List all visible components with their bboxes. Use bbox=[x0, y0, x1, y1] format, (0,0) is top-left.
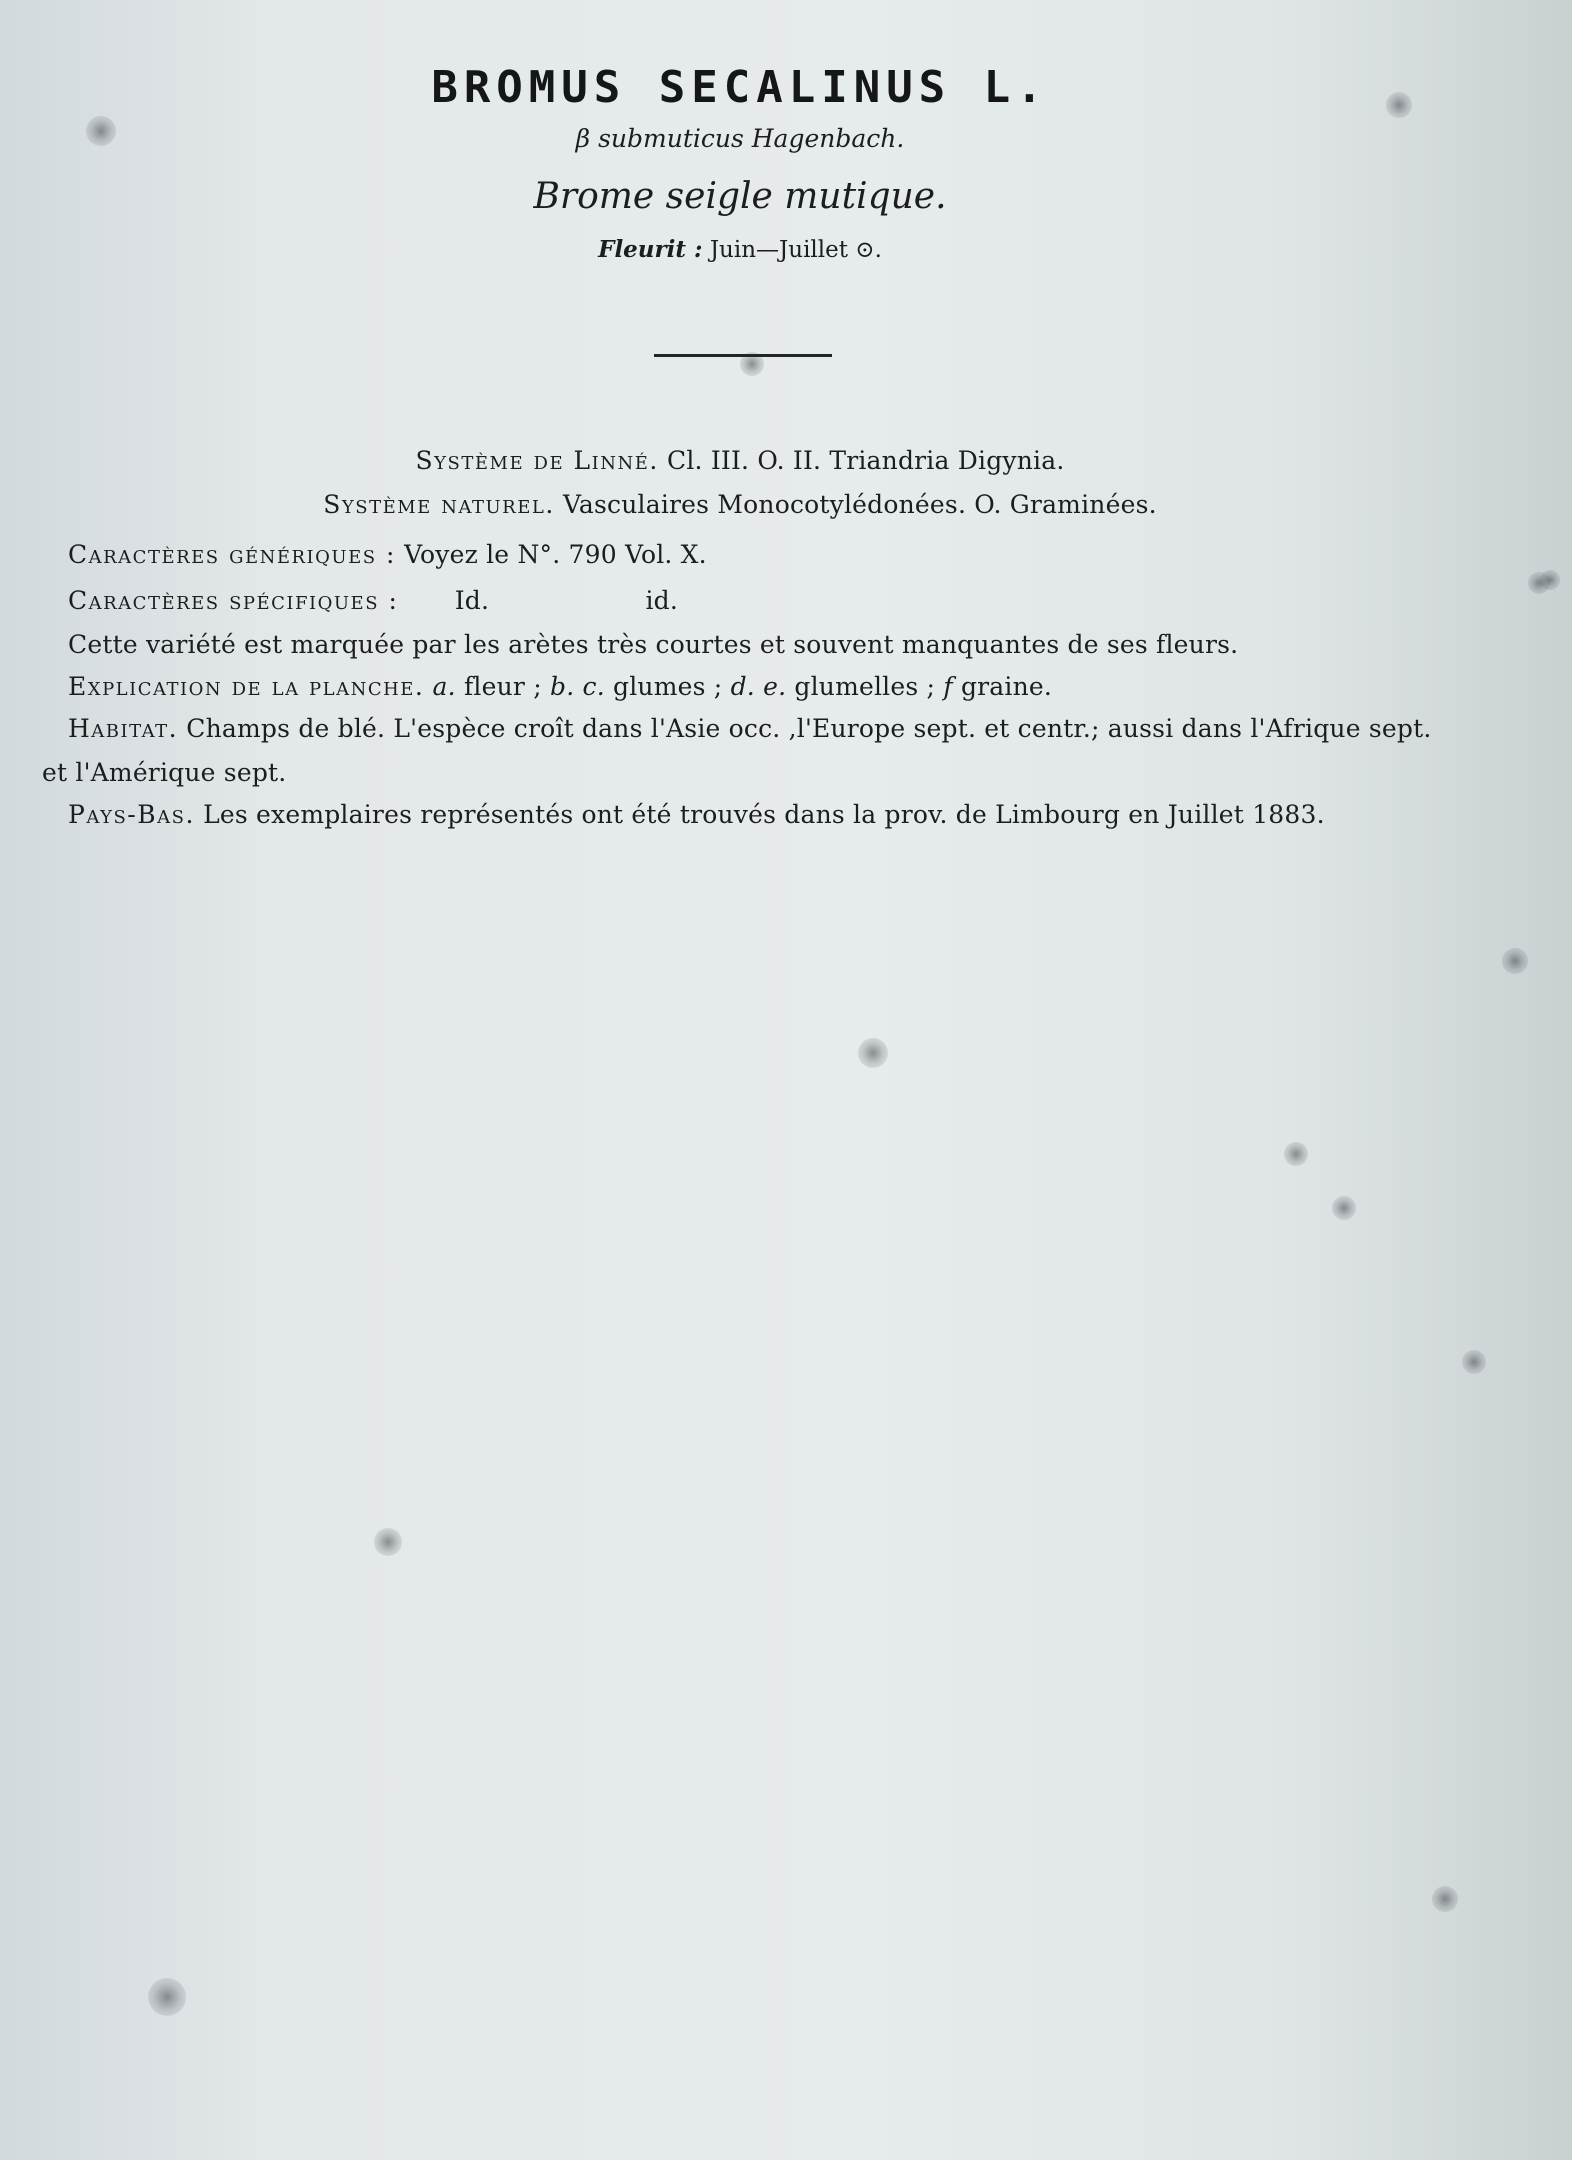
linne-value: Cl. III. O. II. Triandria Digynia. bbox=[667, 446, 1065, 475]
explication-key-f: f bbox=[943, 672, 953, 701]
specific-value-1: Id. bbox=[454, 586, 490, 615]
paper-spot bbox=[858, 1038, 888, 1068]
natural-system-line bbox=[0, 490, 1480, 519]
explication-text-bc: glumes ; bbox=[613, 672, 723, 701]
explication-line bbox=[68, 672, 1052, 701]
paysbas-line bbox=[68, 800, 1325, 829]
species-title: BROMUS SECALINUS L. bbox=[431, 62, 1049, 113]
paper-spot bbox=[1432, 1886, 1458, 1912]
paper-spot bbox=[148, 1978, 186, 2016]
specific-label: Caractères spécifiques : bbox=[68, 586, 399, 615]
explication-key-a: a. bbox=[432, 672, 456, 701]
flowering-value: Juin—Juillet ⊙. bbox=[709, 237, 882, 263]
paper-spot bbox=[374, 1528, 402, 1556]
habitat-text-1: Champs de blé. L'espèce croît dans l'Asie occ. ,l'Europe sept. et centr.; aussi dans l'Afrique sept. bbox=[186, 714, 1432, 743]
explication-text-de: glumelles ; bbox=[794, 672, 936, 701]
habitat-line-2: et l'Amérique sept. bbox=[42, 758, 287, 787]
explication-text-a: fleur ; bbox=[463, 672, 542, 701]
variety-name: β submuticus Hagenbach. bbox=[575, 124, 905, 153]
paysbas-label: Pays-Bas. bbox=[68, 800, 195, 829]
naturel-label: Système naturel. bbox=[323, 490, 555, 519]
flowering-label: Fleurit : bbox=[598, 236, 703, 263]
habitat-label: Habitat. bbox=[68, 714, 179, 743]
paper-spot bbox=[1502, 948, 1528, 974]
specific-value-2: id. bbox=[645, 586, 679, 615]
paper-spot bbox=[1540, 570, 1560, 590]
linne-label: Système de Linné. bbox=[415, 446, 659, 475]
generic-characters-line bbox=[68, 540, 707, 569]
generic-label: Caractères génériques : bbox=[68, 540, 396, 569]
generic-value: Voyez le N°. 790 Vol. X. bbox=[404, 540, 707, 569]
variety-note-line: Cette variété est marquée par les arètes très courtes et souvent manquantes de ses fleurs. bbox=[68, 630, 1239, 659]
linne-system-line bbox=[0, 446, 1480, 475]
explication-label: Explication de la planche. bbox=[68, 672, 425, 701]
paper-spot bbox=[1332, 1196, 1356, 1220]
explication-key-de: d. e. bbox=[730, 672, 787, 701]
habitat-line-1 bbox=[68, 714, 1431, 743]
paysbas-text: Les exemplaires représentés ont été trouvés dans la prov. de Limbourg en Juillet 1883. bbox=[203, 800, 1325, 829]
paper-spot bbox=[1284, 1142, 1308, 1166]
specific-characters-line bbox=[68, 586, 678, 615]
naturel-value: Vasculaires Monocotylédonées. O. Graminées. bbox=[562, 490, 1157, 519]
explication-text-f: graine. bbox=[960, 672, 1053, 701]
flowering-period bbox=[0, 236, 1480, 263]
common-name: Brome seigle mutique. bbox=[533, 176, 947, 217]
paper-spot bbox=[1462, 1350, 1486, 1374]
explication-key-bc: b. c. bbox=[550, 672, 605, 701]
divider-rule bbox=[654, 354, 832, 357]
